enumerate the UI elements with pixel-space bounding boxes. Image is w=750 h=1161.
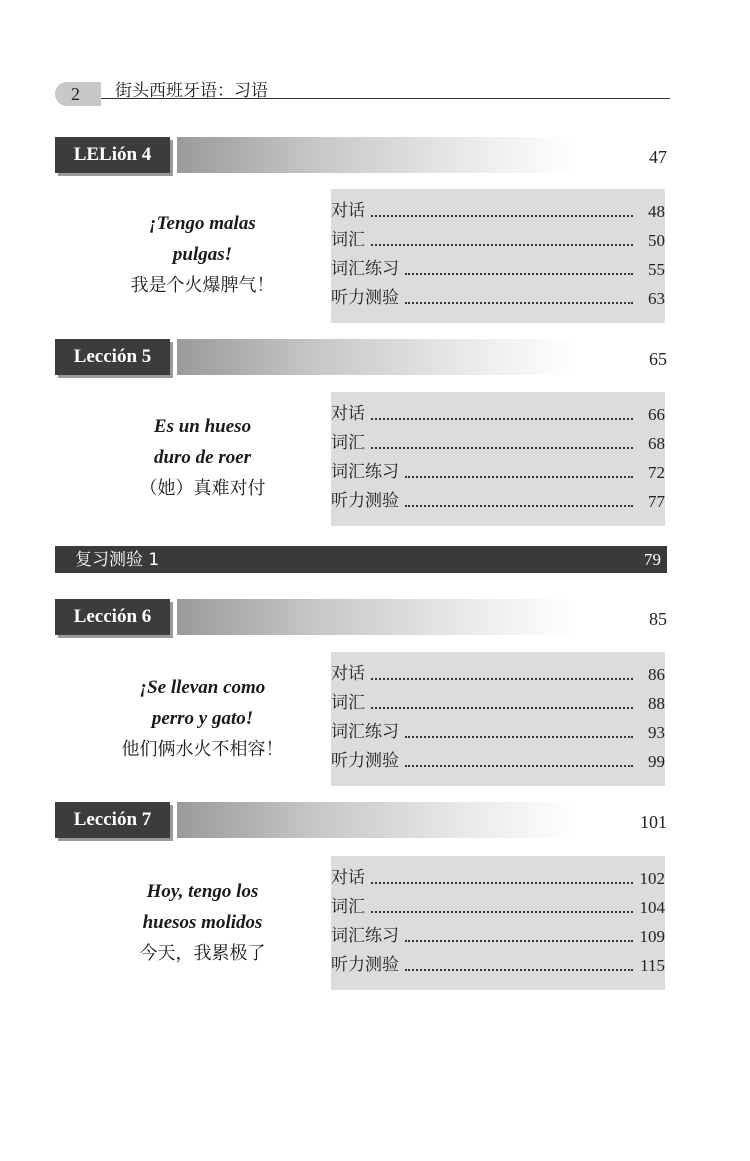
- toc-entry-page: 86: [648, 665, 665, 684]
- lesson-6-header[interactable]: [55, 599, 667, 635]
- toc-entry-page: 93: [648, 723, 665, 742]
- toc-entry-page: 109: [639, 927, 665, 946]
- toc-entry-label: 对话: [331, 404, 365, 424]
- toc-entry-page: 63: [648, 289, 665, 308]
- toc-entry-label: 对话: [331, 201, 365, 221]
- lesson-4-page: 47: [649, 147, 667, 167]
- toc-entry-label: 词汇练习: [331, 462, 399, 482]
- dot-leader: [371, 706, 633, 709]
- dot-leader: [405, 764, 633, 767]
- toc-entry[interactable]: [331, 197, 665, 226]
- lesson-5-label: Lección 5: [55, 339, 170, 375]
- dot-leader: [405, 504, 633, 507]
- toc-entry[interactable]: [331, 660, 665, 689]
- toc-entry-label: 词汇: [331, 433, 365, 453]
- page-number: 2: [71, 84, 80, 104]
- toc-entry[interactable]: [331, 400, 665, 429]
- toc-entry-page: 88: [648, 694, 665, 713]
- lesson-7-phrase-es-line-2: huesos molidos: [142, 912, 263, 933]
- toc-entry-page: 72: [648, 463, 665, 482]
- dot-leader: [371, 417, 633, 420]
- lesson-5-phrase-es-line-1: Es un hueso: [153, 416, 252, 437]
- dot-leader: [405, 301, 633, 304]
- lesson-6-phrase: [85, 672, 320, 765]
- lesson-5-header[interactable]: [55, 339, 667, 375]
- toc-entry[interactable]: [331, 893, 665, 922]
- dot-leader: [405, 475, 633, 478]
- lesson-6-gradient-band: [177, 599, 577, 635]
- lesson-5-contents: [331, 392, 665, 526]
- toc-entry[interactable]: [331, 718, 665, 747]
- dot-leader: [405, 939, 633, 942]
- header-rule: [101, 98, 670, 99]
- dot-leader: [371, 214, 633, 217]
- book-title: 街头西班牙语：习语: [115, 81, 268, 101]
- toc-entry[interactable]: [331, 747, 665, 776]
- toc-entry-label: 词汇练习: [331, 926, 399, 946]
- toc-entry-label: 词汇: [331, 230, 365, 250]
- lesson-6-phrase-zh: 他们俩水火不相容！: [121, 739, 284, 760]
- toc-entry[interactable]: [331, 458, 665, 487]
- toc-entry-page: 102: [639, 869, 665, 888]
- lesson-7-gradient-band: [177, 802, 577, 838]
- review-quiz-label: 复习测验 1: [75, 550, 160, 570]
- dot-leader: [371, 243, 633, 246]
- toc-entry-page: 77: [648, 492, 665, 511]
- toc-entry[interactable]: [331, 226, 665, 255]
- toc-entry-label: 听力测验: [331, 491, 399, 511]
- lesson-6-label: Lección 6: [55, 599, 170, 635]
- toc-entry-label: 听力测验: [331, 955, 399, 975]
- toc-entry[interactable]: [331, 487, 665, 516]
- toc-entry[interactable]: [331, 284, 665, 313]
- lesson-6-contents: [331, 652, 665, 786]
- toc-entry-page: 68: [648, 434, 665, 453]
- lesson-5-phrase-zh: （她）真难对付: [139, 478, 266, 499]
- lesson-4-phrase-zh: 我是个火爆脾气！: [130, 275, 275, 296]
- lesson-7-label: Lección 7: [55, 802, 170, 838]
- lesson-7-header[interactable]: [55, 802, 667, 838]
- toc-entry[interactable]: [331, 951, 665, 980]
- toc-entry-page: 66: [648, 405, 665, 424]
- toc-entry-label: 词汇练习: [331, 259, 399, 279]
- lesson-4-contents: [331, 189, 665, 323]
- lesson-4-phrase: [85, 208, 320, 301]
- lesson-5-page: 65: [649, 349, 667, 369]
- dot-leader: [405, 735, 633, 738]
- dot-leader: [371, 881, 633, 884]
- dot-leader: [405, 272, 633, 275]
- toc-entry-label: 词汇: [331, 693, 365, 713]
- lesson-5-phrase-es-line-2: duro de roer: [153, 447, 252, 468]
- lesson-4-label: LELión 4: [55, 137, 170, 173]
- toc-entry-label: 听力测验: [331, 751, 399, 771]
- dot-leader: [371, 910, 633, 913]
- page-header: [55, 74, 670, 110]
- lesson-7-phrase: [85, 876, 320, 969]
- toc-entry-label: 词汇: [331, 897, 365, 917]
- dot-leader: [371, 677, 633, 680]
- toc-entry[interactable]: [331, 864, 665, 893]
- toc-entry-page: 55: [648, 260, 665, 279]
- lesson-6-page: 85: [649, 609, 667, 629]
- toc-entry-page: 104: [639, 898, 665, 917]
- lesson-6-phrase-es-line-1: ¡Se llevan como: [139, 677, 266, 698]
- toc-entry-page: 50: [648, 231, 665, 250]
- lesson-7-page: 101: [640, 812, 667, 832]
- toc-entry-page: 48: [648, 202, 665, 221]
- review-quiz-page: 79: [644, 550, 661, 569]
- lesson-7-phrase-zh: 今天，我累极了: [139, 943, 266, 964]
- lesson-4-gradient-band: [177, 137, 577, 173]
- toc-entry-label: 词汇练习: [331, 722, 399, 742]
- toc-entry-label: 听力测验: [331, 288, 399, 308]
- dot-leader: [405, 968, 633, 971]
- toc-entry-label: 对话: [331, 868, 365, 888]
- lesson-6-phrase-es-line-2: perro y gato!: [151, 708, 254, 729]
- dot-leader: [371, 446, 633, 449]
- toc-entry-page: 115: [640, 956, 665, 975]
- lesson-4-header[interactable]: [55, 137, 667, 173]
- toc-entry[interactable]: [331, 255, 665, 284]
- review-quiz-bar[interactable]: [55, 546, 667, 573]
- toc-entry[interactable]: [331, 922, 665, 951]
- toc-entry-page: 99: [648, 752, 665, 771]
- lesson-5-phrase: [85, 411, 320, 504]
- lesson-7-contents: [331, 856, 665, 990]
- lesson-4-phrase-es-line-1: ¡Tengo malas: [149, 213, 256, 234]
- lesson-7-phrase-es-line-1: Hoy, tengo los: [146, 881, 259, 902]
- toc-entry-label: 对话: [331, 664, 365, 684]
- toc-entry[interactable]: [331, 429, 665, 458]
- toc-entry[interactable]: [331, 689, 665, 718]
- lesson-4-phrase-es-line-2: pulgas!: [172, 244, 233, 265]
- lesson-5-gradient-band: [177, 339, 577, 375]
